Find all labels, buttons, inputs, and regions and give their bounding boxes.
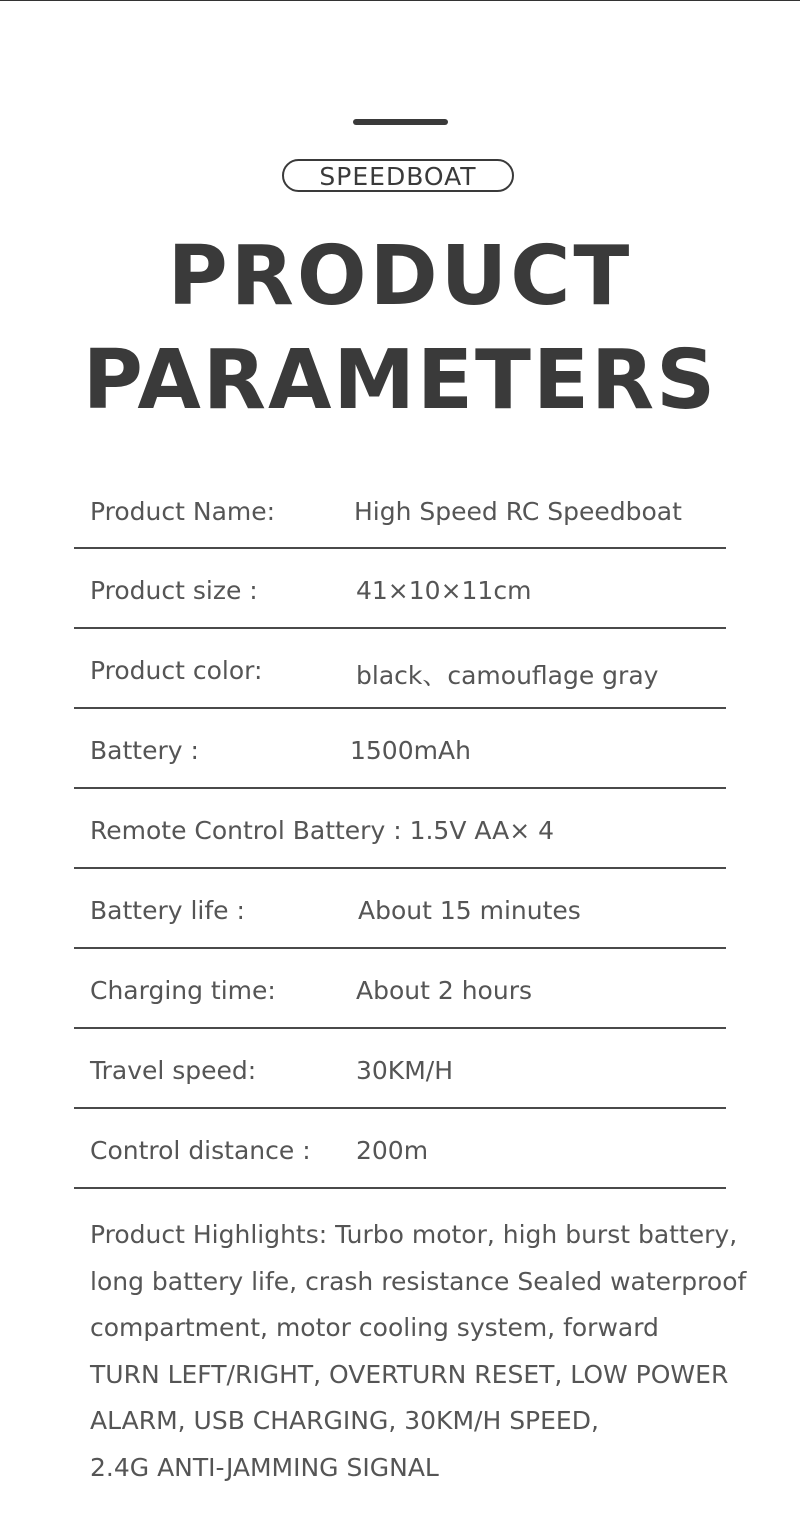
param-row-remote-battery <box>74 789 726 869</box>
param-value: black、camouflage gray <box>356 661 659 690</box>
param-row-product-color <box>74 629 726 709</box>
highlights-line: compartment, motor cooling system, forward <box>90 1313 659 1342</box>
product-highlights <box>90 1212 760 1491</box>
param-value: 41×10×11cm <box>356 576 532 605</box>
highlights-line: Product Highlights: Turbo motor, high burst battery, <box>90 1220 738 1249</box>
param-row-product-size <box>74 549 726 629</box>
param-value: About 15 minutes <box>358 896 581 925</box>
page-title-line1: PRODUCT <box>167 229 633 324</box>
param-label: Control distance : <box>90 1136 311 1165</box>
param-label: Product Name: <box>90 497 276 526</box>
category-tag: SPEEDBOAT <box>282 159 514 192</box>
param-label: Battery life : <box>90 896 245 925</box>
param-row-battery <box>74 709 726 789</box>
top-border-line <box>0 0 800 1</box>
param-value: 1500mAh <box>350 736 471 765</box>
param-label: Battery : <box>90 736 199 765</box>
highlights-line: TURN LEFT/RIGHT, OVERTURN RESET, LOW POWER <box>90 1359 729 1389</box>
param-row-battery-life <box>74 869 726 949</box>
param-label: Remote Control Battery : 1.5V AA× 4 <box>90 816 555 845</box>
param-row-charging-time <box>74 949 726 1029</box>
param-row-control-distance <box>74 1109 726 1189</box>
highlights-line: ALARM, USB CHARGING, 30KM/H SPEED, <box>90 1406 599 1435</box>
param-value: High Speed RC Speedboat <box>354 497 682 526</box>
param-label: Charging time: <box>90 976 276 1005</box>
param-label: Travel speed: <box>90 1056 257 1085</box>
parameters-table <box>74 470 726 1189</box>
param-value: About 2 hours <box>356 976 533 1005</box>
decorative-dash <box>353 119 448 125</box>
param-label: Product size : <box>90 576 258 605</box>
highlights-line: 2.4G ANTI-JAMMING SIGNAL <box>90 1452 439 1482</box>
param-label: Product color: <box>90 656 263 685</box>
param-row-product-name <box>74 470 726 549</box>
page-title-line2: PARAMETERS <box>82 333 718 428</box>
highlights-line: long battery life, crash resistance Sealed waterproof <box>90 1266 747 1296</box>
param-row-travel-speed <box>74 1029 726 1109</box>
param-value: 30KM/H <box>356 1056 453 1085</box>
param-value: 200m <box>356 1136 429 1165</box>
